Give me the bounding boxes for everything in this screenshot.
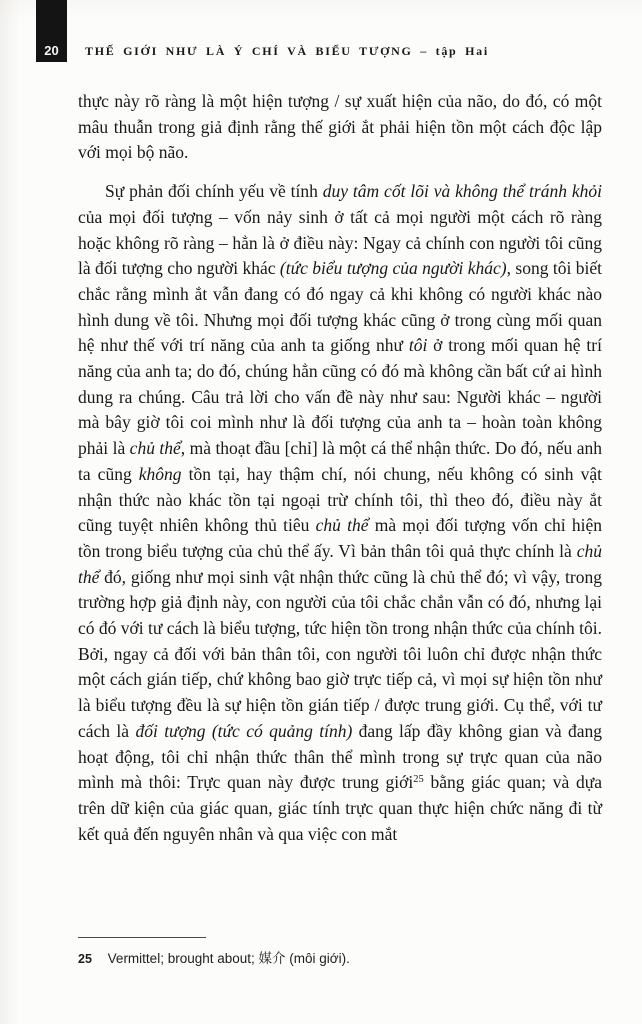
text-run: tồn tại, hay thậm chí, nói chung, nếu không có sinh vật nhận thức nào khác tồn tại ngoại trừ chính tôi, thì theo đó, điều này ắt cũng tuyệt nhiên không thủ tiêu: [78, 463, 602, 536]
text-run: bằng giác quan; và dựa trên dữ kiện của giác quan, giác tính trực quan thực hiện chức năng đi từ kết quả đến nguyên nhân và qua việc con mắt: [78, 772, 602, 844]
text-run: đó, giống như mọi sinh vật nhận thức cũng là chủ thể đó; vì vậy, trong trường hợp giả định này, con người của tôi chắc chắn vẫn có đó, nhưng lại có đó với tư cách là biểu tượng, tức hiện tồn trong nhận thức của chính tôi. Bởi, ngay cả đối với bản thân tôi, con người tôi luôn chỉ được nhận thức một cách gián tiếp, chứ không bao giờ trực tiếp cả, vì mọi sự hiện tồn như là biểu tượng đều là sự hiện tồn gián tiếp / được trung giới. Cụ thể, với tư cách là: [78, 566, 602, 741]
paragraph: [78, 179, 602, 847]
footnote-text: Vermittel; brought about; 媒介 (môi giới).: [107, 951, 350, 966]
text-run: đang lấp đầy không gian và đang hoạt động, tôi chỉ nhận thức thân thể mình trong sự trực quan của não mình mà thôi: Trực quan này được trung giới: [78, 720, 603, 793]
text-run: ở trong mối quan hệ trí năng của anh ta; do đó, chúng hẳn cũng có đó mà không cần bất cứ ai hình dung ra chúng. Câu trả lời cho vấn đề này như sau: Người khác – người mà bây giờ tôi coi mình như là đối tượng của anh ta – hoàn toàn không phải là: [78, 335, 602, 459]
paragraph: [78, 89, 602, 166]
emphasis-text: (tức biểu tượng của người khác): [279, 258, 507, 279]
footnote: [78, 950, 602, 968]
emphasis-text: chủ thể: [78, 540, 602, 587]
emphasis-text: chủ thể: [315, 515, 369, 536]
text-run: của mọi đối tượng – vốn nảy sinh ở tất cả mọi người một cách rõ ràng hoặc không rõ ràng – hẳn là ở điều này: Ngay cả chính con người tôi cũng là đối tượng cho người khác: [78, 206, 602, 279]
text-run: Sự phản đối chính yếu về tính: [105, 181, 323, 202]
text-run: mà mọi đối tượng vốn chỉ hiện tồn trong biểu tượng của chủ thể ấy. Vì bản thân tôi quả thực chính là: [78, 515, 603, 561]
emphasis-text: đối tượng (tức có quảng tính): [135, 720, 353, 741]
page-number: 20: [44, 43, 59, 58]
page-body: [78, 89, 602, 847]
text-run: , song tôi biết chắc rằng mình ắt vẫn đang có đó ngay cả khi không có người khác nào hình dung về tôi. Nhưng mọi đối tượng khác cũng ở trong cùng mối quan hệ như thế với trí năng của anh ta giống như: [78, 258, 602, 356]
emphasis-text: chủ thể: [129, 438, 181, 459]
emphasis-text: duy tâm cốt lõi và không thể tránh khỏi: [322, 181, 602, 202]
footnote-reference: 25: [413, 774, 424, 786]
running-title: THẾ GIỚI NHƯ LÀ Ý CHÍ VÀ BIỂU TƯỢNG – tập Hai: [85, 44, 489, 58]
text-run: thực này rõ ràng là một hiện tượng / sự xuất hiện của não, do đó, có một mâu thuẫn trong giả định rằng thế giới ắt phải hiện tồn một cách độc lập với mọi bộ não.: [78, 91, 602, 163]
emphasis-text: không: [138, 463, 182, 484]
footnote-number: 25: [78, 952, 92, 966]
page-number-tab: [36, 0, 67, 62]
text-run: , mà thoạt đầu [chỉ] là một cá thể nhận thức. Do đó, nếu anh ta cũng: [78, 438, 602, 484]
emphasis-text: tôi: [408, 335, 428, 356]
footnote-separator: [78, 937, 206, 938]
footnote-area: [78, 937, 602, 968]
